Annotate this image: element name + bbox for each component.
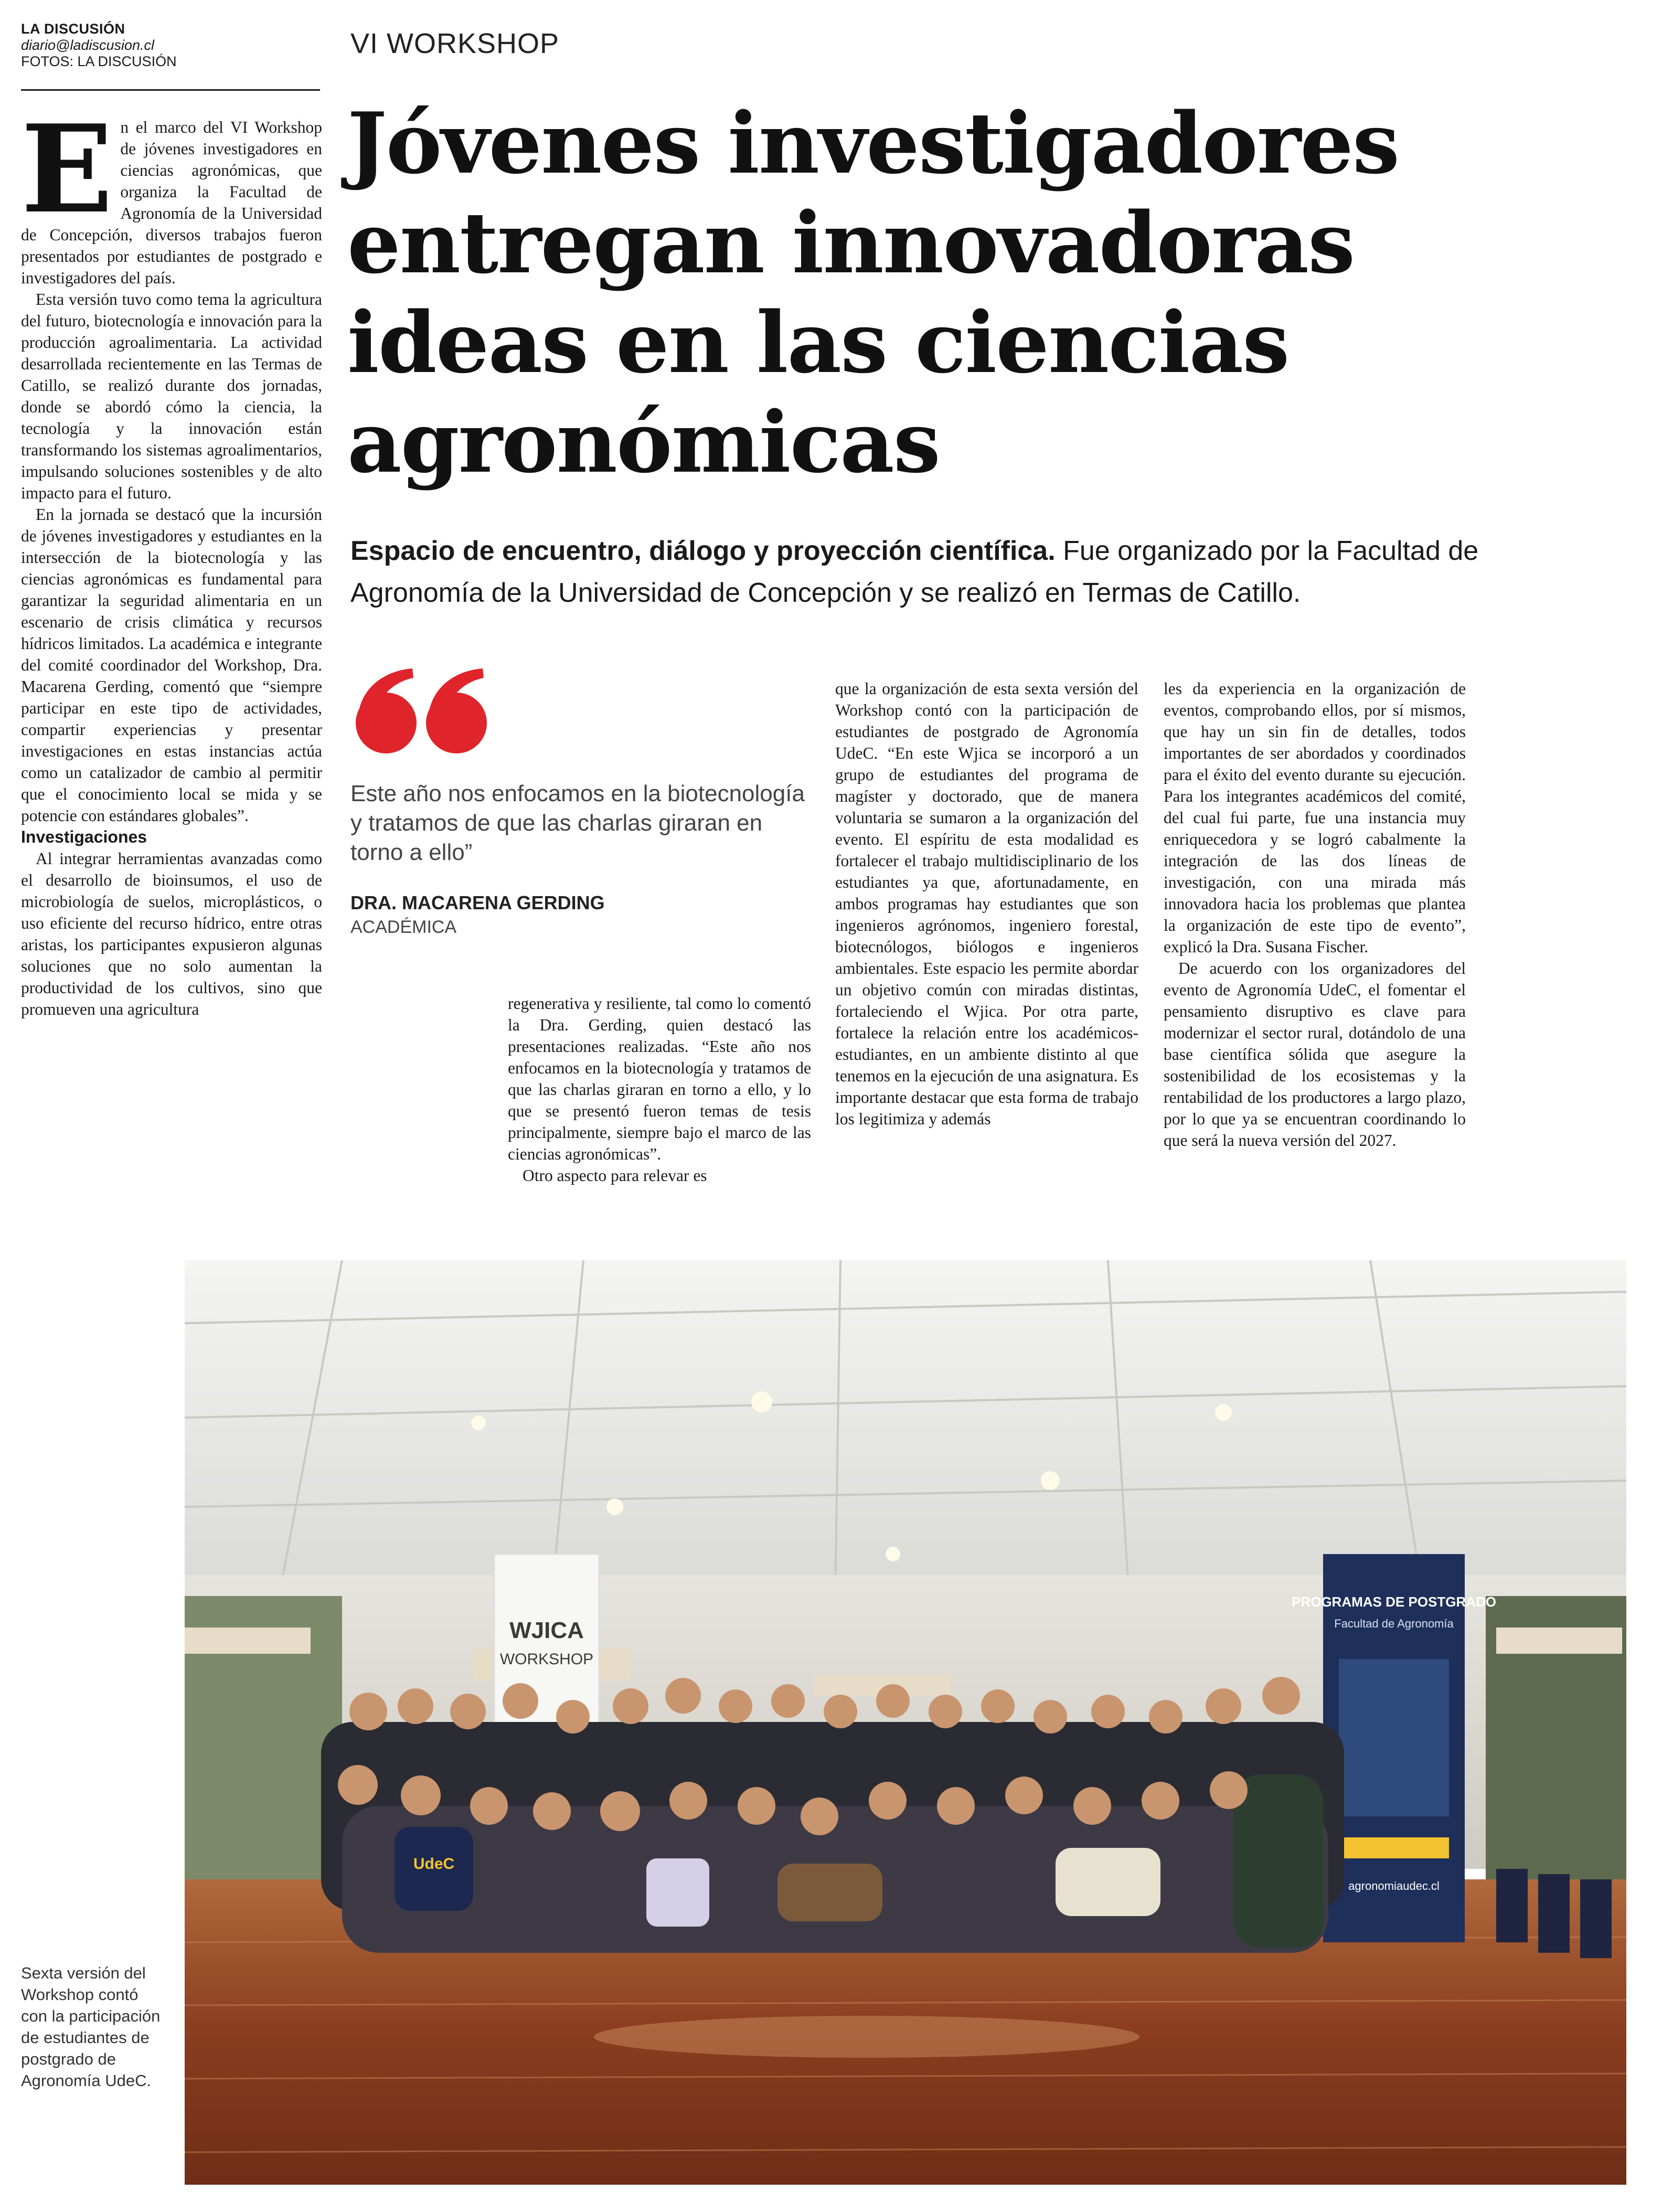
section-label: VI WORKSHOP (350, 28, 560, 59)
banner-right-subtitle: Facultad de Agronomía (1334, 1617, 1454, 1630)
paragraph: En la jornada se destacó que la incursión de jóvenes investigadores y estudiantes en la intersección de la biotecnología y las ciencias agronómicas es fundamental para garantizar la seguridad alimentaria en un escenario de crisis climática y recursos hídricos limitados. La académica e integrante del comité coordinador del Workshop, Dra. Macarena Gerding, comentó que “siempre participar en este tipo de actividades, compartir experiencias y presentar investigaciones en estas instancias actúa como un catalizador de cambio al permitir que el conocimiento local se mida y se potencie con estándares globales”. (21, 505, 322, 825)
banner-left-title: WJICA (509, 1618, 584, 1643)
headline: Jóvenes investigadores entregan innovadoras ideas en las ciencias agronómicas (347, 94, 1399, 492)
article-column-3 (835, 678, 1138, 1130)
deck (350, 530, 1578, 614)
article-column-2 (508, 993, 811, 1186)
banner-right-title: PROGRAMAS DE POSTGRADO (1291, 1594, 1497, 1610)
paragraph: n el marco del VI Workshop de jóvenes investigadores en ciencias agronómicas, que organiza la Facultad de Agronomía de la Universidad de Concepción, diversos trabajos fueron presentados por estudiantes de postgrado e investigadores del país. (21, 118, 322, 287)
paragraph: Al integrar herramientas avanzadas como el desarrollo de bioinsumos, el uso de microbiología de suelos, microplásticos, o uso eficiente del recurso hídrico, entre otras aristas, los participantes expusieron algunas soluciones que no solo aumentan la productividad de los cultivos, sino que promueven una agricultura (21, 849, 322, 1018)
article-column-4 (1164, 678, 1466, 1151)
drop-cap: E (21, 99, 113, 240)
publication-name: LA DISCUSIÓN (21, 21, 125, 37)
banner-left-subtitle: WORKSHOP (499, 1651, 594, 1668)
article-column-1 (21, 99, 322, 1020)
paragraph: regenerativa y resiliente, tal como lo comentó la Dra. Gerding, quien destacó las presentaciones realizadas. “Este año nos enfocamos en la biotecnología y tratamos de que las charlas giraran en torno a ello, y lo que se presentó fueron temas de tesis principalmente, siempre bajo el marco de las ciencias agronómicas”. (508, 994, 811, 1163)
group-photo (185, 1260, 1626, 2185)
divider (21, 89, 320, 91)
paragraph: les da experiencia en la organización de eventos, comprobando ellos, por sí mismos, que hay un sin fin de detalles, todos importantes de ser abordados y coordinados para el éxito del evento durante su ejecución. Para los integrantes académicos del comité, del cual fui parte, fue una instancia muy enriquecedora y se logró cabalmente la integración de las dos líneas de investigación, con una mirada más innovadora hacia los problemas que plantea la organización de este tipo de evento”, explicó la Dra. Susana Fischer. (1164, 679, 1466, 956)
deck-lead: Espacio de encuentro, diálogo y proyección científica. (350, 536, 1056, 566)
quote-marks-icon (348, 666, 495, 756)
masthead (21, 21, 325, 70)
banner-right-url: agronomiaudec.cl (1348, 1879, 1440, 1892)
photo-illustration (185, 1260, 1626, 2185)
subheading: Investigaciones (21, 827, 147, 846)
pull-quote-role: ACADÉMICA (350, 917, 457, 937)
contact-email[interactable]: diario@ladiscusion.cl (21, 37, 155, 53)
paragraph: que la organización de esta sexta versión del Workshop contó con la participación de estudiantes de postgrado de Agronomía UdeC. “En este Wjica se incorporó a un grupo de estudiantes del programa de magíster y doctorado, que de manera voluntaria se sumaron a la organización del evento. El espíritu de esta modalidad es fortalecer el trabajo multidisciplinario de los estudiantes ya que, afortunadamente, en ambos programas hay estudiantes que son ingenieros agrónomos, ingeniero forestal, biotecnólogos, biólogos e ingenieros ambientales. Este espacio les permite abordar un objetivo común con miradas distintas, fortaleciendo el Wjica. Por otra parte, fortalece la relación entre los académicos-estudiantes, en un ambiente distinto al que tenemos en la ejecución de una asignatura. Es importante destacar que esta forma de trabajo los legitimiza y además (835, 679, 1138, 1128)
paragraph: Otro aspecto para relevar es (523, 1166, 707, 1185)
deck-text: Fue organizado por la Facultad de Agronomía de la Universidad de Concepción y se realizó en Termas de Catillo. (350, 536, 1479, 608)
pull-quote: Este año nos enfocamos en la biotecnología y tratamos de que las charlas giraran en torno a ello” (350, 781, 805, 865)
photo-credit: FOTOS: LA DISCUSIÓN (21, 54, 177, 69)
paragraph: Esta versión tuvo como tema la agricultura del futuro, biotecnología e innovación para la producción agroalimentaria. La actividad desarrollada recientemente en las Termas de Catillo, se realizó durante dos jornadas, donde se abordó cómo la ciencia, la tecnología y la innovación están transformando los sistemas agroalimentarios, impulsando soluciones sostenibles y de alto impacto para el futuro. (21, 290, 322, 502)
photo-caption: Sexta versión del Workshop contó con la participación de estudiantes de postgrado de Agronomía UdeC. (21, 1964, 161, 2090)
sweatshirt-text: UdeC (413, 1855, 455, 1873)
pull-quote-name: DRA. MACARENA GERDING (350, 892, 605, 913)
paragraph: De acuerdo con los organizadores del evento de Agronomía UdeC, el fomentar el pensamiento disruptivo es clave para modernizar el sector rural, dotándolo de una base científica sólida que asegure la sostenibilidad de los ecosistemas y la rentabilidad de los productores a largo plazo, por lo que ya se encuentran coordinando lo que será la nueva versión del 2027. (1164, 959, 1466, 1150)
